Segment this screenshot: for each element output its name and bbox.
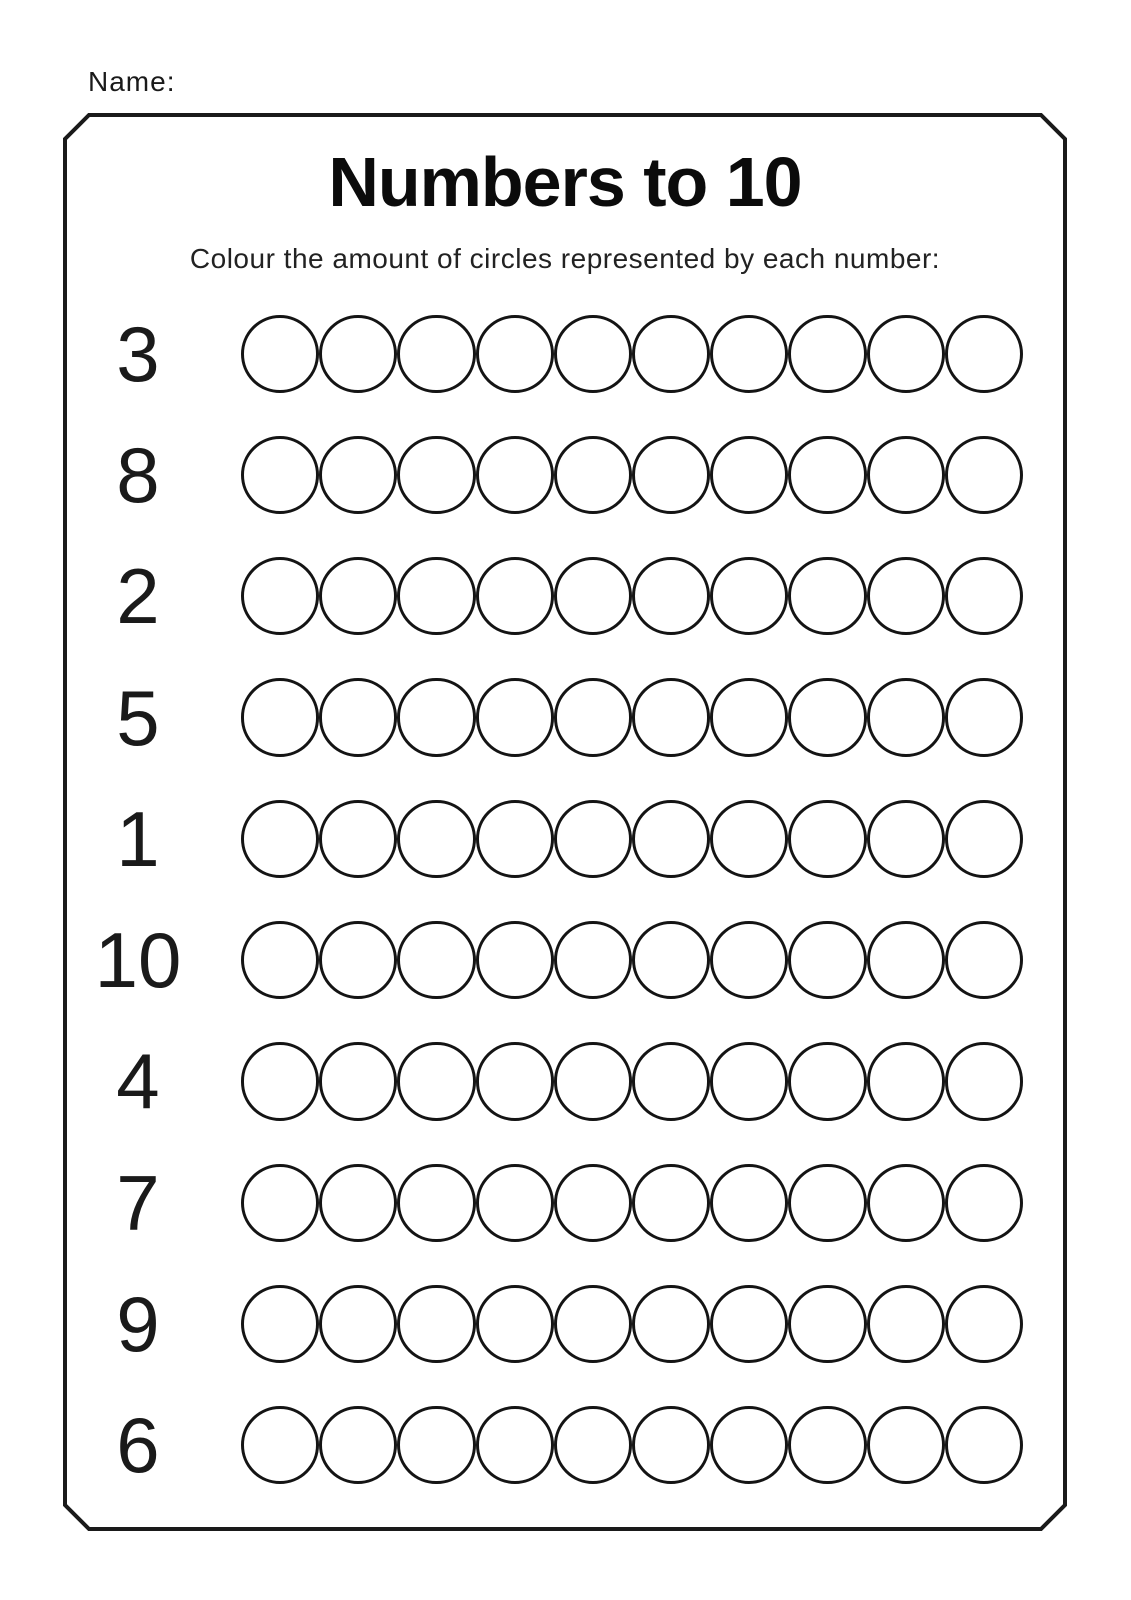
colour-circle[interactable]	[554, 557, 632, 635]
colour-circle[interactable]	[788, 1406, 866, 1484]
colour-circle[interactable]	[710, 436, 788, 514]
row-number-label: 5	[116, 673, 160, 762]
colour-circle[interactable]	[945, 921, 1023, 999]
worksheet-row	[63, 778, 1067, 899]
colour-circle[interactable]	[397, 678, 475, 756]
colour-circle[interactable]	[554, 921, 632, 999]
row-circles	[241, 678, 1023, 756]
colour-circle[interactable]	[241, 678, 319, 756]
colour-circle[interactable]	[867, 1042, 945, 1120]
colour-circle[interactable]	[476, 678, 554, 756]
colour-circle[interactable]	[397, 800, 475, 878]
colour-circle[interactable]	[945, 1164, 1023, 1242]
colour-circle[interactable]	[241, 1406, 319, 1484]
colour-circle[interactable]	[319, 1285, 397, 1363]
colour-circle[interactable]	[867, 678, 945, 756]
colour-circle[interactable]	[945, 315, 1023, 393]
colour-circle[interactable]	[241, 557, 319, 635]
colour-circle[interactable]	[788, 436, 866, 514]
worksheet-row	[63, 293, 1067, 414]
colour-circle[interactable]	[476, 800, 554, 878]
colour-circle[interactable]	[945, 800, 1023, 878]
colour-circle[interactable]	[710, 1285, 788, 1363]
colour-circle[interactable]	[632, 436, 710, 514]
colour-circle[interactable]	[241, 436, 319, 514]
colour-circle[interactable]	[476, 1406, 554, 1484]
colour-circle[interactable]	[632, 315, 710, 393]
colour-circle[interactable]	[319, 921, 397, 999]
colour-circle[interactable]	[710, 678, 788, 756]
row-number-label: 9	[116, 1280, 160, 1369]
colour-circle[interactable]	[319, 1164, 397, 1242]
colour-circle[interactable]	[710, 921, 788, 999]
colour-circle[interactable]	[476, 1285, 554, 1363]
colour-circle[interactable]	[867, 800, 945, 878]
colour-circle[interactable]	[867, 1164, 945, 1242]
colour-circle[interactable]	[945, 1285, 1023, 1363]
colour-circle[interactable]	[945, 1042, 1023, 1120]
colour-circle[interactable]	[397, 1164, 475, 1242]
colour-circle[interactable]	[632, 1164, 710, 1242]
row-number-label: 1	[116, 794, 160, 883]
colour-circle[interactable]	[241, 1285, 319, 1363]
worksheet-row	[63, 1263, 1067, 1384]
colour-circle[interactable]	[632, 678, 710, 756]
colour-circle[interactable]	[945, 1406, 1023, 1484]
colour-circle[interactable]	[632, 1285, 710, 1363]
colour-circle[interactable]	[476, 557, 554, 635]
colour-circle[interactable]	[632, 921, 710, 999]
worksheet-row	[63, 536, 1067, 657]
colour-circle[interactable]	[867, 1406, 945, 1484]
colour-circle[interactable]	[945, 436, 1023, 514]
worksheet-row	[63, 899, 1067, 1020]
colour-circle[interactable]	[710, 1164, 788, 1242]
colour-circle[interactable]	[319, 436, 397, 514]
row-circles	[241, 1285, 1023, 1363]
colour-circle[interactable]	[397, 1406, 475, 1484]
colour-circle[interactable]	[319, 678, 397, 756]
colour-circle[interactable]	[554, 315, 632, 393]
colour-circle[interactable]	[788, 315, 866, 393]
colour-circle[interactable]	[319, 315, 397, 393]
colour-circle[interactable]	[710, 800, 788, 878]
colour-circle[interactable]	[397, 436, 475, 514]
colour-circle[interactable]	[397, 921, 475, 999]
row-number-label: 7	[116, 1158, 160, 1247]
colour-circle[interactable]	[945, 678, 1023, 756]
colour-circle[interactable]	[319, 557, 397, 635]
colour-circle[interactable]	[319, 1406, 397, 1484]
colour-circle[interactable]	[632, 800, 710, 878]
row-number-label: 3	[116, 309, 160, 398]
colour-circle[interactable]	[867, 557, 945, 635]
colour-circle[interactable]	[241, 921, 319, 999]
colour-circle[interactable]	[788, 1042, 866, 1120]
colour-circle[interactable]	[710, 1042, 788, 1120]
colour-circle[interactable]	[476, 436, 554, 514]
colour-circle[interactable]	[788, 800, 866, 878]
colour-circle[interactable]	[397, 1042, 475, 1120]
colour-circle[interactable]	[554, 436, 632, 514]
name-label: Name:	[88, 66, 176, 97]
row-circles	[241, 557, 1023, 635]
colour-circle[interactable]	[476, 1164, 554, 1242]
colour-circle[interactable]	[632, 1406, 710, 1484]
colour-circle[interactable]	[554, 800, 632, 878]
row-circles	[241, 1042, 1023, 1120]
colour-circle[interactable]	[476, 921, 554, 999]
colour-circle[interactable]	[788, 921, 866, 999]
colour-circle[interactable]	[476, 315, 554, 393]
colour-circle[interactable]	[554, 1285, 632, 1363]
colour-circle[interactable]	[397, 557, 475, 635]
colour-circle[interactable]	[241, 1042, 319, 1120]
worksheet-row	[63, 657, 1067, 778]
row-circles	[241, 315, 1023, 393]
colour-circle[interactable]	[554, 678, 632, 756]
worksheet-row	[63, 1021, 1067, 1142]
worksheet-row	[63, 1142, 1067, 1263]
colour-circle[interactable]	[554, 1164, 632, 1242]
colour-circle[interactable]	[554, 1406, 632, 1484]
row-number-label: 2	[116, 552, 160, 641]
row-circles	[241, 1164, 1023, 1242]
colour-circle[interactable]	[867, 1285, 945, 1363]
row-number-label: 4	[116, 1037, 160, 1126]
colour-circle[interactable]	[319, 1042, 397, 1120]
colour-circle[interactable]	[241, 1164, 319, 1242]
colour-circle[interactable]	[867, 921, 945, 999]
colour-circle[interactable]	[945, 557, 1023, 635]
colour-circle[interactable]	[319, 800, 397, 878]
worksheet-title: Numbers to 10	[328, 143, 802, 221]
worksheet-row	[63, 414, 1067, 535]
colour-circle[interactable]	[710, 315, 788, 393]
colour-circle[interactable]	[397, 315, 475, 393]
colour-circle[interactable]	[867, 436, 945, 514]
row-number-label: 10	[94, 916, 182, 1005]
row-circles	[241, 800, 1023, 878]
colour-circle[interactable]	[241, 315, 319, 393]
colour-circle[interactable]	[710, 557, 788, 635]
row-circles	[241, 1406, 1023, 1484]
worksheet-row	[63, 1385, 1067, 1506]
worksheet-instruction: Colour the amount of circles represented by each number:	[189, 243, 941, 274]
rows-container	[63, 293, 1067, 1506]
row-number-label: 6	[116, 1401, 160, 1490]
colour-circle[interactable]	[476, 1042, 554, 1120]
colour-circle[interactable]	[788, 557, 866, 635]
row-circles	[241, 436, 1023, 514]
colour-circle[interactable]	[788, 1285, 866, 1363]
colour-circle[interactable]	[632, 1042, 710, 1120]
colour-circle[interactable]	[397, 1285, 475, 1363]
colour-circle[interactable]	[788, 1164, 866, 1242]
colour-circle[interactable]	[554, 1042, 632, 1120]
row-number-label: 8	[116, 430, 160, 519]
colour-circle[interactable]	[788, 678, 866, 756]
colour-circle[interactable]	[632, 557, 710, 635]
colour-circle[interactable]	[241, 800, 319, 878]
row-circles	[241, 921, 1023, 999]
colour-circle[interactable]	[867, 315, 945, 393]
colour-circle[interactable]	[710, 1406, 788, 1484]
